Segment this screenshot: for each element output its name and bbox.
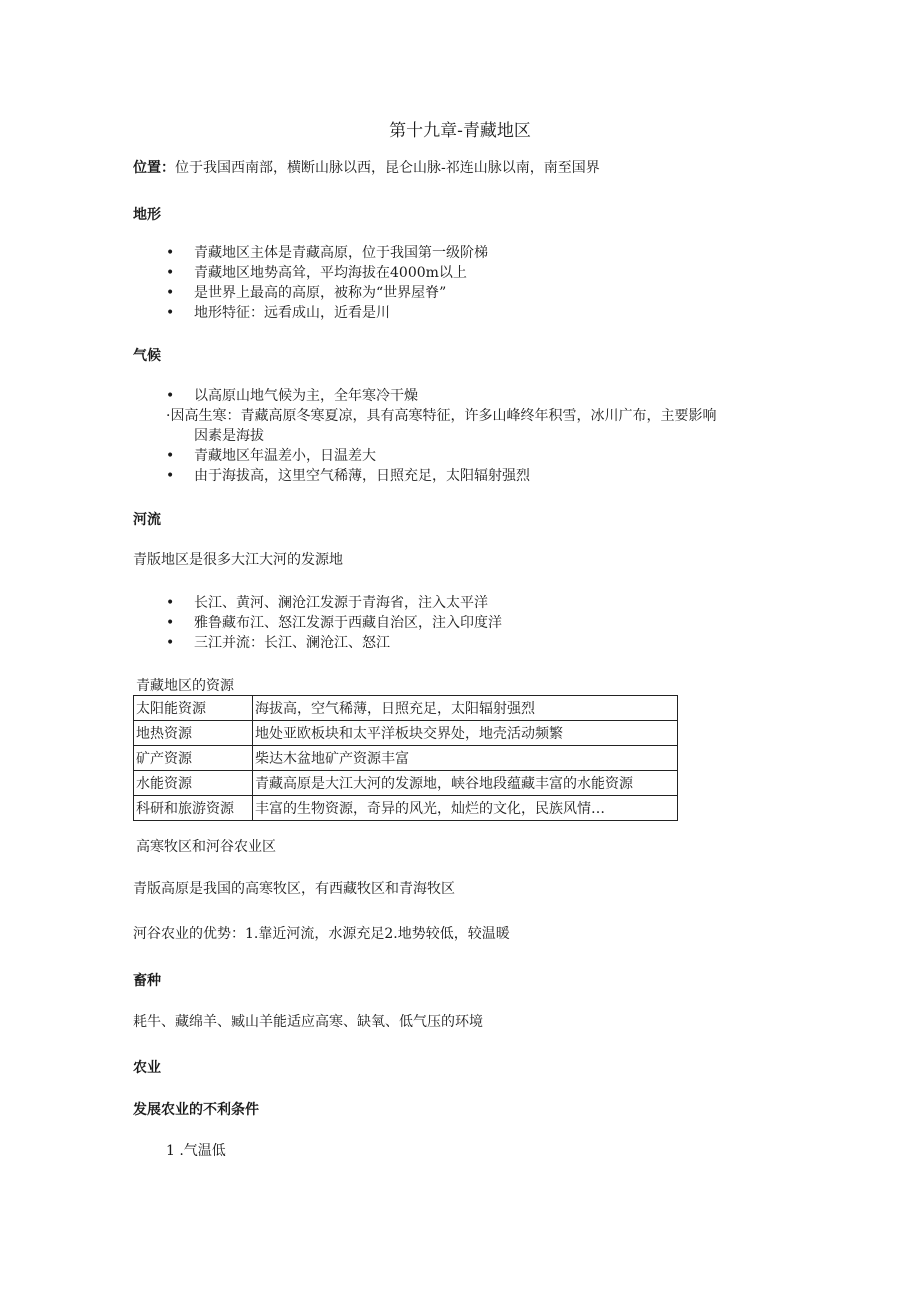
resource-name: 矿产资源 [134, 746, 253, 771]
resource-desc: 海拔高，空气稀薄，日照充足，太阳辐射强烈 [253, 696, 678, 721]
bullet-icon: • [166, 305, 175, 321]
terrain-heading: 地形 [133, 207, 161, 223]
list-item: • 地形特征：远看成山，近看是川 [166, 305, 390, 321]
climate-heading: 气候 [133, 348, 161, 364]
rivers-list [166, 593, 502, 653]
list-item: • 以高原山地气候为主，全年寒冷干燥 [166, 388, 418, 404]
resource-name: 科研和旅游资源 [134, 796, 253, 821]
list-item: • 三江并流：长江、澜沧江、怒江 [166, 635, 390, 651]
bullet-icon: • [166, 448, 175, 464]
valley-agriculture-text: 河谷农业的优势：1.靠近河流，水源充足2.地势较低，较温暖 [133, 926, 510, 942]
table-row [134, 696, 678, 721]
resource-desc: 青藏高原是大江大河的发源地，峡谷地段蕴藏丰富的水能资源 [253, 771, 678, 796]
pastoral-heading: 高寒牧区和河谷农业区 [136, 839, 276, 855]
rivers-intro: 青版地区是很多大江大河的发源地 [133, 552, 343, 568]
table-row [134, 746, 678, 771]
livestock-text: 耗牛、藏绵羊、臧山羊能适应高寒、缺氧、低气压的环境 [133, 1014, 483, 1030]
list-item: • 长江、黄河、澜沧江发源于青海省，注入太平洋 [166, 595, 488, 611]
terrain-list [166, 243, 488, 323]
resource-desc: 地处亚欧板块和太平洋板块交界处，地壳活动频繁 [253, 721, 678, 746]
bullet-icon: • [166, 615, 175, 631]
table-row [134, 796, 678, 821]
climate-cause-line1: ·因高生寒：青藏高原冬寒夏凉，具有高寒特征，许多山峰终年积雪，冰川广布，主要影响 [166, 408, 717, 424]
resource-name: 太阳能资源 [134, 696, 253, 721]
bullet-icon: • [166, 265, 175, 281]
resource-desc: 丰富的生物资源，奇异的风光，灿烂的文化，民族风情… [253, 796, 678, 821]
climate-cause [166, 406, 716, 446]
page-title: 第十九章-青藏地区 [389, 121, 531, 141]
resource-desc: 柴达木盆地矿产资源丰富 [253, 746, 678, 771]
location-text: 位于我国西南部，横断山脉以西，昆仑山脉-祁连山脉以南，南至国界 [175, 160, 600, 176]
climate-list-b [166, 446, 530, 486]
climate-cause-line2: 因素是海拔 [194, 428, 264, 444]
climate-list-a [166, 386, 418, 406]
location-label: 位置： [133, 160, 175, 176]
agriculture-heading: 农业 [133, 1060, 161, 1076]
resources-caption: 青藏地区的资源 [136, 678, 234, 694]
bullet-icon: • [166, 245, 175, 261]
table-row [134, 721, 678, 746]
location-line [133, 158, 600, 178]
resources-table [133, 695, 678, 821]
resource-name: 水能资源 [134, 771, 253, 796]
agriculture-item: 1 .气温低 [166, 1143, 226, 1159]
list-item: • 青藏地区主体是青藏高原，位于我国第一级阶梯 [166, 245, 488, 261]
bullet-icon: • [166, 388, 175, 404]
list-item: • 青藏地区地势高耸，平均海拔在4000m以上 [166, 265, 467, 281]
rivers-heading: 河流 [133, 512, 161, 528]
bullet-icon: • [166, 595, 175, 611]
bullet-icon: • [166, 635, 175, 651]
list-item: • 雅鲁藏布江、怒江发源于西藏自治区，注入印度洋 [166, 615, 502, 631]
table-row [134, 771, 678, 796]
livestock-heading: 畜种 [133, 973, 161, 989]
bullet-icon: • [166, 468, 175, 484]
list-item: • 是世界上最高的高原，被称为“世界屋脊” [166, 285, 447, 301]
resource-name: 地热资源 [134, 721, 253, 746]
agriculture-subheading: 发展农业的不利条件 [133, 1102, 259, 1118]
pastoral-text: 青版高原是我国的高寒牧区，有西藏牧区和青海牧区 [133, 881, 455, 897]
bullet-icon: • [166, 285, 175, 301]
list-item: • 由于海拔高，这里空气稀薄，日照充足，太阳辐射强烈 [166, 468, 530, 484]
list-item: • 青藏地区年温差小，日温差大 [166, 448, 376, 464]
